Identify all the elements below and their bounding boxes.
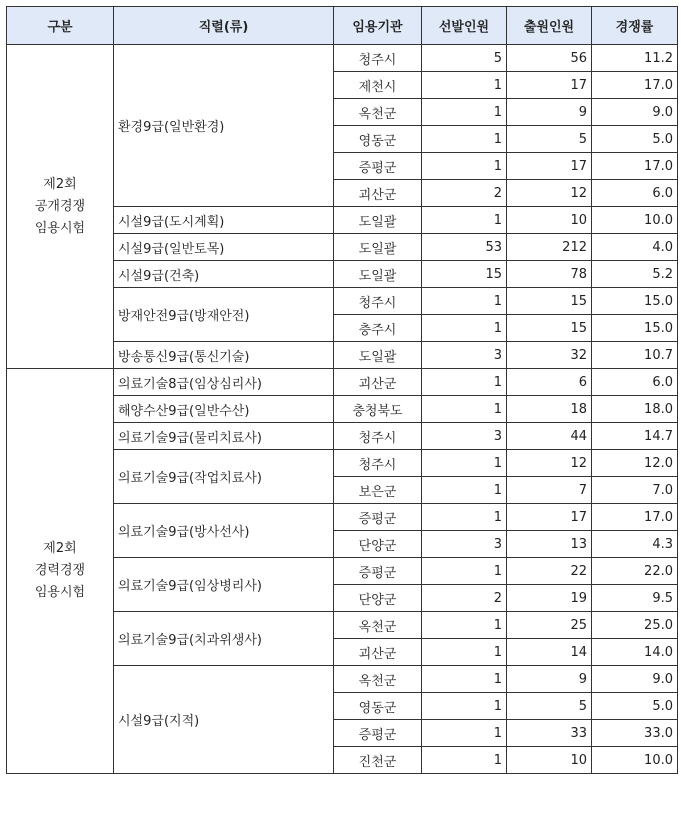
table-row [7, 369, 678, 396]
applicants-cell: 18 [507, 396, 592, 423]
organization-cell: 증평군 [334, 558, 422, 585]
ratio-cell: 6.0 [592, 369, 678, 396]
ratio-cell: 14.0 [592, 639, 678, 666]
ratio-cell: 12.0 [592, 450, 678, 477]
organization-cell: 영동군 [334, 693, 422, 720]
ratio-cell: 10.0 [592, 747, 678, 774]
ratio-cell: 7.0 [592, 477, 678, 504]
selected-cell: 3 [422, 423, 507, 450]
position-cell: 방재안전9급(방재안전) [114, 288, 334, 342]
selected-cell: 1 [422, 369, 507, 396]
organization-cell: 도일괄 [334, 342, 422, 369]
applicants-cell: 33 [507, 720, 592, 747]
organization-cell: 도일괄 [334, 234, 422, 261]
table-row [7, 45, 678, 72]
selected-cell: 2 [422, 180, 507, 207]
applicants-cell: 22 [507, 558, 592, 585]
applicants-cell: 44 [507, 423, 592, 450]
applicants-cell: 78 [507, 261, 592, 288]
organization-cell: 청주시 [334, 450, 422, 477]
position-cell: 의료기술9급(작업치료사) [114, 450, 334, 504]
organization-cell: 괴산군 [334, 180, 422, 207]
selected-cell: 2 [422, 585, 507, 612]
header-category: 구분 [7, 7, 114, 45]
ratio-cell: 10.0 [592, 207, 678, 234]
organization-cell: 도일괄 [334, 207, 422, 234]
ratio-cell: 17.0 [592, 153, 678, 180]
category-line: 제2회 [43, 541, 77, 556]
organization-cell: 충주시 [334, 315, 422, 342]
applicants-cell: 32 [507, 342, 592, 369]
applicants-cell: 25 [507, 612, 592, 639]
organization-cell: 제천시 [334, 72, 422, 99]
selected-cell: 1 [422, 207, 507, 234]
organization-cell: 진천군 [334, 747, 422, 774]
applicants-cell: 56 [507, 45, 592, 72]
header-organization: 임용기관 [334, 7, 422, 45]
position-cell: 의료기술8급(임상심리사) [114, 369, 334, 396]
selected-cell: 1 [422, 99, 507, 126]
position-cell: 시설9급(지적) [114, 666, 334, 774]
organization-cell: 증평군 [334, 153, 422, 180]
selected-cell: 1 [422, 612, 507, 639]
ratio-cell: 5.0 [592, 126, 678, 153]
applicants-cell: 5 [507, 693, 592, 720]
competition-table [6, 6, 678, 774]
selected-cell: 1 [422, 558, 507, 585]
applicants-cell: 17 [507, 72, 592, 99]
selected-cell: 1 [422, 288, 507, 315]
selected-cell: 1 [422, 747, 507, 774]
ratio-cell: 11.2 [592, 45, 678, 72]
position-cell: 의료기술9급(방사선사) [114, 504, 334, 558]
category-line: 경력경쟁 [34, 563, 86, 578]
organization-cell: 도일괄 [334, 261, 422, 288]
ratio-cell: 4.0 [592, 234, 678, 261]
selected-cell: 1 [422, 72, 507, 99]
selected-cell: 1 [422, 315, 507, 342]
organization-cell: 청주시 [334, 288, 422, 315]
applicants-cell: 9 [507, 666, 592, 693]
ratio-cell: 25.0 [592, 612, 678, 639]
position-cell: 방송통신9급(통신기술) [114, 342, 334, 369]
position-cell: 환경9급(일반환경) [114, 45, 334, 207]
ratio-cell: 17.0 [592, 504, 678, 531]
applicants-cell: 12 [507, 450, 592, 477]
header-applicants: 출원인원 [507, 7, 592, 45]
position-cell: 시설9급(일반토목) [114, 234, 334, 261]
applicants-cell: 212 [507, 234, 592, 261]
ratio-cell: 5.2 [592, 261, 678, 288]
applicants-cell: 5 [507, 126, 592, 153]
organization-cell: 옥천군 [334, 666, 422, 693]
organization-cell: 괴산군 [334, 369, 422, 396]
applicants-cell: 12 [507, 180, 592, 207]
header-ratio: 경쟁률 [592, 7, 678, 45]
organization-cell: 충청북도 [334, 396, 422, 423]
ratio-cell: 9.0 [592, 99, 678, 126]
applicants-cell: 10 [507, 747, 592, 774]
selected-cell: 1 [422, 639, 507, 666]
ratio-cell: 17.0 [592, 72, 678, 99]
applicants-cell: 17 [507, 153, 592, 180]
applicants-cell: 9 [507, 99, 592, 126]
header-selected: 선발인원 [422, 7, 507, 45]
applicants-cell: 6 [507, 369, 592, 396]
applicants-cell: 13 [507, 531, 592, 558]
selected-cell: 3 [422, 531, 507, 558]
organization-cell: 옥천군 [334, 99, 422, 126]
organization-cell: 증평군 [334, 720, 422, 747]
selected-cell: 1 [422, 126, 507, 153]
organization-cell: 옥천군 [334, 612, 422, 639]
selected-cell: 1 [422, 153, 507, 180]
selected-cell: 5 [422, 45, 507, 72]
selected-cell: 1 [422, 720, 507, 747]
organization-cell: 단양군 [334, 531, 422, 558]
selected-cell: 1 [422, 477, 507, 504]
organization-cell: 청주시 [334, 45, 422, 72]
selected-cell: 1 [422, 693, 507, 720]
ratio-cell: 10.7 [592, 342, 678, 369]
applicants-cell: 19 [507, 585, 592, 612]
applicants-cell: 10 [507, 207, 592, 234]
category-line: 임용시험 [34, 585, 86, 600]
position-cell: 시설9급(도시계획) [114, 207, 334, 234]
ratio-cell: 9.0 [592, 666, 678, 693]
organization-cell: 증평군 [334, 504, 422, 531]
ratio-cell: 6.0 [592, 180, 678, 207]
applicants-cell: 15 [507, 288, 592, 315]
category-line: 제2회 [43, 176, 77, 192]
header-position: 직렬(류) [114, 7, 334, 45]
selected-cell: 1 [422, 450, 507, 477]
organization-cell: 보은군 [334, 477, 422, 504]
category-cell [7, 45, 114, 369]
organization-cell: 단양군 [334, 585, 422, 612]
organization-cell: 영동군 [334, 126, 422, 153]
applicants-cell: 14 [507, 639, 592, 666]
table-body [7, 45, 678, 774]
ratio-cell: 18.0 [592, 396, 678, 423]
header-row [7, 7, 678, 45]
ratio-cell: 15.0 [592, 288, 678, 315]
position-cell: 시설9급(건축) [114, 261, 334, 288]
organization-cell: 청주시 [334, 423, 422, 450]
organization-cell: 괴산군 [334, 639, 422, 666]
ratio-cell: 4.3 [592, 531, 678, 558]
category-line: 공개경쟁 [34, 198, 86, 214]
ratio-cell: 9.5 [592, 585, 678, 612]
selected-cell: 1 [422, 396, 507, 423]
selected-cell: 3 [422, 342, 507, 369]
selected-cell: 53 [422, 234, 507, 261]
applicants-cell: 15 [507, 315, 592, 342]
selected-cell: 1 [422, 666, 507, 693]
category-line: 임용시험 [34, 220, 86, 236]
ratio-cell: 14.7 [592, 423, 678, 450]
position-cell: 해양수산9급(일반수산) [114, 396, 334, 423]
ratio-cell: 15.0 [592, 315, 678, 342]
applicants-cell: 7 [507, 477, 592, 504]
selected-cell: 1 [422, 504, 507, 531]
selected-cell: 15 [422, 261, 507, 288]
ratio-cell: 22.0 [592, 558, 678, 585]
position-cell: 의료기술9급(치과위생사) [114, 612, 334, 666]
position-cell: 의료기술9급(임상병리사) [114, 558, 334, 612]
ratio-cell: 33.0 [592, 720, 678, 747]
ratio-cell: 5.0 [592, 693, 678, 720]
position-cell: 의료기술9급(물리치료사) [114, 423, 334, 450]
applicants-cell: 17 [507, 504, 592, 531]
category-cell [7, 369, 114, 774]
